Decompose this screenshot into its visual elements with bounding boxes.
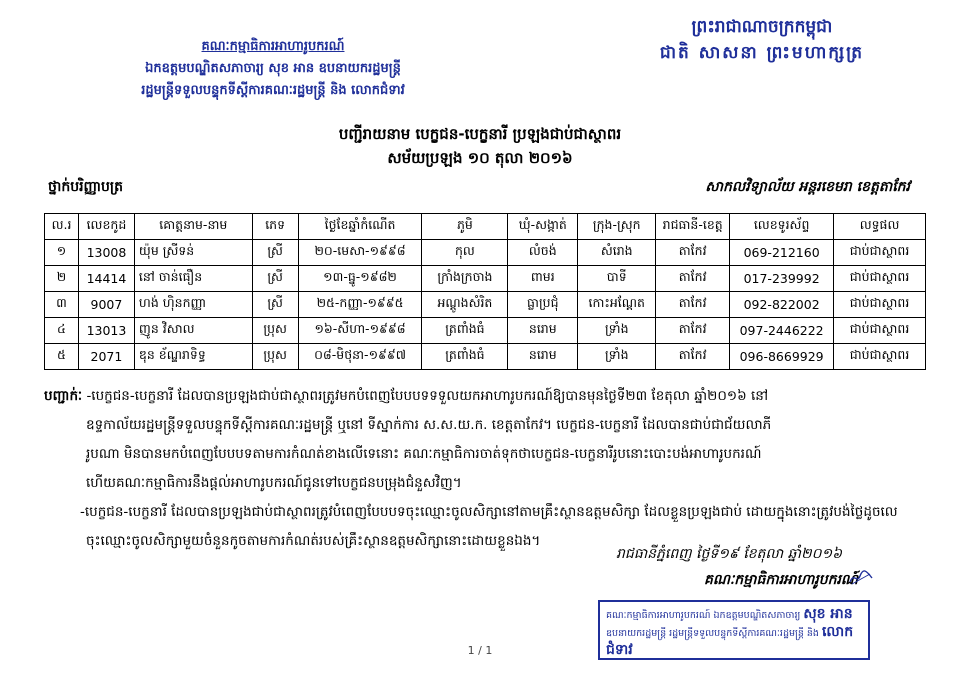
cell-code: 2071: [78, 344, 134, 370]
cell-district: ទ្រាំង: [578, 344, 656, 370]
cell-no: ៣: [45, 292, 79, 318]
committee-sponsor-title: រដ្ឋមន្ត្រីទទួលបន្ទុកទីស្តីការគណៈរដ្ឋមន្ត្រី និង លោកជំទាវ: [141, 83, 405, 98]
cell-result: ជាប់ជាស្ថាពរ: [834, 344, 926, 370]
note-line: ឧទ្ទកាល័យរដ្ឋមន្ត្រីទទួលបន្ទុកទីស្តីការគណៈរដ្ឋមន្ត្រី ឬនៅ ទីស្នាក់ការ ស.ស.យ.ក. ខេត្តតាកែវ។ បេក្ខជន-បេក្ខនារី ដែលបានជាប់ជាជ័យលាភី: [86, 417, 772, 433]
cell-no: ២: [45, 266, 79, 292]
cell-phone: 069-212160: [730, 240, 834, 266]
note-line: ហើយគណៈកម្មាធិការនឹងផ្តល់អាហារូបករណ៍ជូនទៅបេក្ខជនបម្រុងជំនួសវិញ។: [86, 475, 462, 491]
signature-organization: គណៈកម្មាធិការអាហារូបករណ៍: [704, 572, 858, 588]
cell-dob: ២០-មេសា-១៩៩៨: [298, 240, 422, 266]
cell-district: ទ្រាំង: [578, 318, 656, 344]
cell-code: 13008: [78, 240, 134, 266]
results-table: [44, 213, 926, 370]
title-line: បញ្ជីរាយនាម បេក្ខជន-បេក្ខនារី ប្រឡងជាប់ជាស្ថាពរ: [338, 125, 622, 143]
cell-sex: ស្រី: [252, 292, 298, 318]
cell-village: អណ្តូងសំរិត: [422, 292, 508, 318]
col-header: លទ្ធផល: [834, 214, 926, 240]
cell-code: 9007: [78, 292, 134, 318]
cell-result: ជាប់ជាស្ថាពរ: [834, 266, 926, 292]
university-name: សាកលវិទ្យាល័យ អន្តរខេមរា ខេត្តតាកែវ: [705, 179, 910, 195]
cell-no: ៥: [45, 344, 79, 370]
kingdom-line: ព្រះរាជាណាចក្រកម្ពុជា: [691, 17, 833, 37]
kingdom-heading: [660, 14, 864, 66]
col-header: គោត្តនាម-នាម: [134, 214, 252, 240]
cell-sex: ប្រុស: [252, 344, 298, 370]
cell-name: នៅ ចាន់ធឿន: [134, 266, 252, 292]
motto-line: ជាតិ សាសនា ព្រះមហាក្សត្រ: [659, 43, 864, 63]
cell-commune: នរោម: [508, 318, 578, 344]
table-row: [45, 292, 926, 318]
cell-commune: នរោម: [508, 344, 578, 370]
table-row: [45, 240, 926, 266]
table-row: [45, 344, 926, 370]
cell-district: កោះអណ្តែត: [578, 292, 656, 318]
cell-village: ក្រាំងក្រចាង: [422, 266, 508, 292]
cell-no: ១: [45, 240, 79, 266]
col-header: ភូមិ: [422, 214, 508, 240]
col-header: ថ្ងៃខែឆ្នាំកំណើត: [298, 214, 422, 240]
stamp-line: [606, 606, 862, 624]
cell-village: កុល: [422, 240, 508, 266]
cell-province: តាកែវ: [656, 266, 730, 292]
page-indicator: 1 / 1: [467, 644, 493, 657]
degree-level: ថ្នាក់បរិញ្ញាបត្រ: [48, 179, 123, 195]
col-header: រាជធានី-ខេត្ត: [656, 214, 730, 240]
col-header: ភេទ: [252, 214, 298, 240]
cell-sex: ប្រុស: [252, 318, 298, 344]
col-header: លេខទូរស័ព្ទ: [730, 214, 834, 240]
stamp-name: សុខ អាន: [803, 606, 853, 622]
cell-province: តាកែវ: [656, 318, 730, 344]
notes-section: [44, 382, 924, 556]
cell-dob: ១៣-ធ្នូ-១៩៨២: [298, 266, 422, 292]
committee-sponsor: ឯកឧត្តមបណ្ឌិតសភាចារ្យ សុខ អាន ឧបនាយករដ្ឋមន្ត្រី: [145, 61, 401, 76]
cell-commune: ធ្លាប្រជុំ: [508, 292, 578, 318]
cell-district: សំរោង: [578, 240, 656, 266]
cell-commune: លំចង់: [508, 240, 578, 266]
cell-dob: ០៨-មិថុនា-១៩៩៧: [298, 344, 422, 370]
notes-label: បញ្ជាក់ៈ: [44, 388, 83, 404]
cell-province: តាកែវ: [656, 344, 730, 370]
cell-province: តាកែវ: [656, 292, 730, 318]
document-title: [0, 122, 960, 170]
cell-name: ញូន វិសាល: [134, 318, 252, 344]
cell-village: ត្រពាំងធំ: [422, 344, 508, 370]
cell-sex: ស្រី: [252, 240, 298, 266]
signature-scribble-icon: [848, 568, 874, 586]
col-header: ក្រុង-ស្រុក: [578, 214, 656, 240]
cell-result: ជាប់ជាស្ថាពរ: [834, 292, 926, 318]
cell-no: ៤: [45, 318, 79, 344]
table-row: [45, 318, 926, 344]
note-text: -បេក្ខជន-បេក្ខនារី ដែលបានប្រឡងជាប់ជាស្ថាពរត្រូវមកបំពេញបែបបទទទួលយកអាហារូបករណ៍ឱ្យបានមុនថ្ងៃទី២៣ ខែតុលា ឆ្នាំ២០១៦ នៅ: [86, 388, 769, 404]
col-header: ល.រ: [45, 214, 79, 240]
cell-phone: 092-822002: [730, 292, 834, 318]
cell-name: យ៉ុម ស្រីទន់: [134, 240, 252, 266]
committee-name: គណៈកម្មាធិការអាហារូបករណ៍: [201, 39, 345, 54]
cell-result: ជាប់ជាស្ថាពរ: [834, 318, 926, 344]
cell-dob: ១៦-សីហា-១៩៩៨: [298, 318, 422, 344]
signature-date: រាជធានីភ្នំពេញ ថ្ងៃទី១៩ ខែតុលា ឆ្នាំ២០១៦: [616, 546, 842, 562]
cell-phone: 017-239992: [730, 266, 834, 292]
cell-result: ជាប់ជាស្ថាពរ: [834, 240, 926, 266]
stamp-name: លោកជំទាវ: [606, 624, 854, 658]
cell-code: 13013: [78, 318, 134, 344]
stamp-text: ឧបនាយករដ្ឋមន្ត្រី រដ្ឋមន្ត្រីទទួលបន្ទុកទីស្តីការគណៈរដ្ឋមន្ត្រី និង: [606, 628, 819, 639]
cell-phone: 096-8669929: [730, 344, 834, 370]
cell-phone: 097-2446222: [730, 318, 834, 344]
cell-village: ត្រពាំងធំ: [422, 318, 508, 344]
table-header-row: [45, 214, 926, 240]
cell-province: តាកែវ: [656, 240, 730, 266]
cell-dob: ២៥-កញ្ញា-១៩៩៥: [298, 292, 422, 318]
note-line: [44, 382, 924, 411]
exam-session: សម័យប្រឡង ១០ តុលា ២០១៦: [387, 149, 573, 167]
cell-commune: ពាមរ: [508, 266, 578, 292]
cell-district: បាទី: [578, 266, 656, 292]
note-line: ចុះឈ្មោះចូលសិក្សាមួយចំនួនកូចតាមការកំណត់របស់គ្រឹះស្ថានឧត្តមសិក្សានោះដោយខ្លួនឯង។: [86, 533, 541, 549]
col-header: ឃុំ-សង្កាត់: [508, 214, 578, 240]
note-line: -បេក្ខជន-បេក្ខនារី ដែលបានប្រឡងជាប់ជាស្ថាពរត្រូវបំពេញបែបបទចុះឈ្មោះចូលសិក្សានៅតាមគ្រឹះស្ថានឧត្តមសិក្សា ដែលខ្លួនប្រឡងជាប់ ដោយក្នុងនោះត្រូវបង់ថ្លៃដូចលេ: [80, 504, 898, 520]
cell-sex: ស្រី: [252, 266, 298, 292]
committee-heading: [88, 36, 458, 102]
note-line: រូបណា មិនបានមកបំពេញបែបបទតាមការកំណត់ខាងលើទេនោះ គណៈកម្មាធិការចាត់ទុកថាបេក្ខជន-បេក្ខនារីរូបនោះបោះបង់អាហារូបករណ៍: [86, 446, 762, 462]
table-row: [45, 266, 926, 292]
cell-code: 14414: [78, 266, 134, 292]
stamp-text: គណៈកម្មាធិការអាហារូបករណ៍ ឯកឧត្តមបណ្ឌិតសភាចារ្យ: [606, 610, 801, 621]
col-header: លេខកូដ: [78, 214, 134, 240]
cell-name: ឌុន ខ័ណ្ឌរាទិទ្ធ: [134, 344, 252, 370]
cell-name: ហង់ ហ៊ិនកញ្ញា: [134, 292, 252, 318]
